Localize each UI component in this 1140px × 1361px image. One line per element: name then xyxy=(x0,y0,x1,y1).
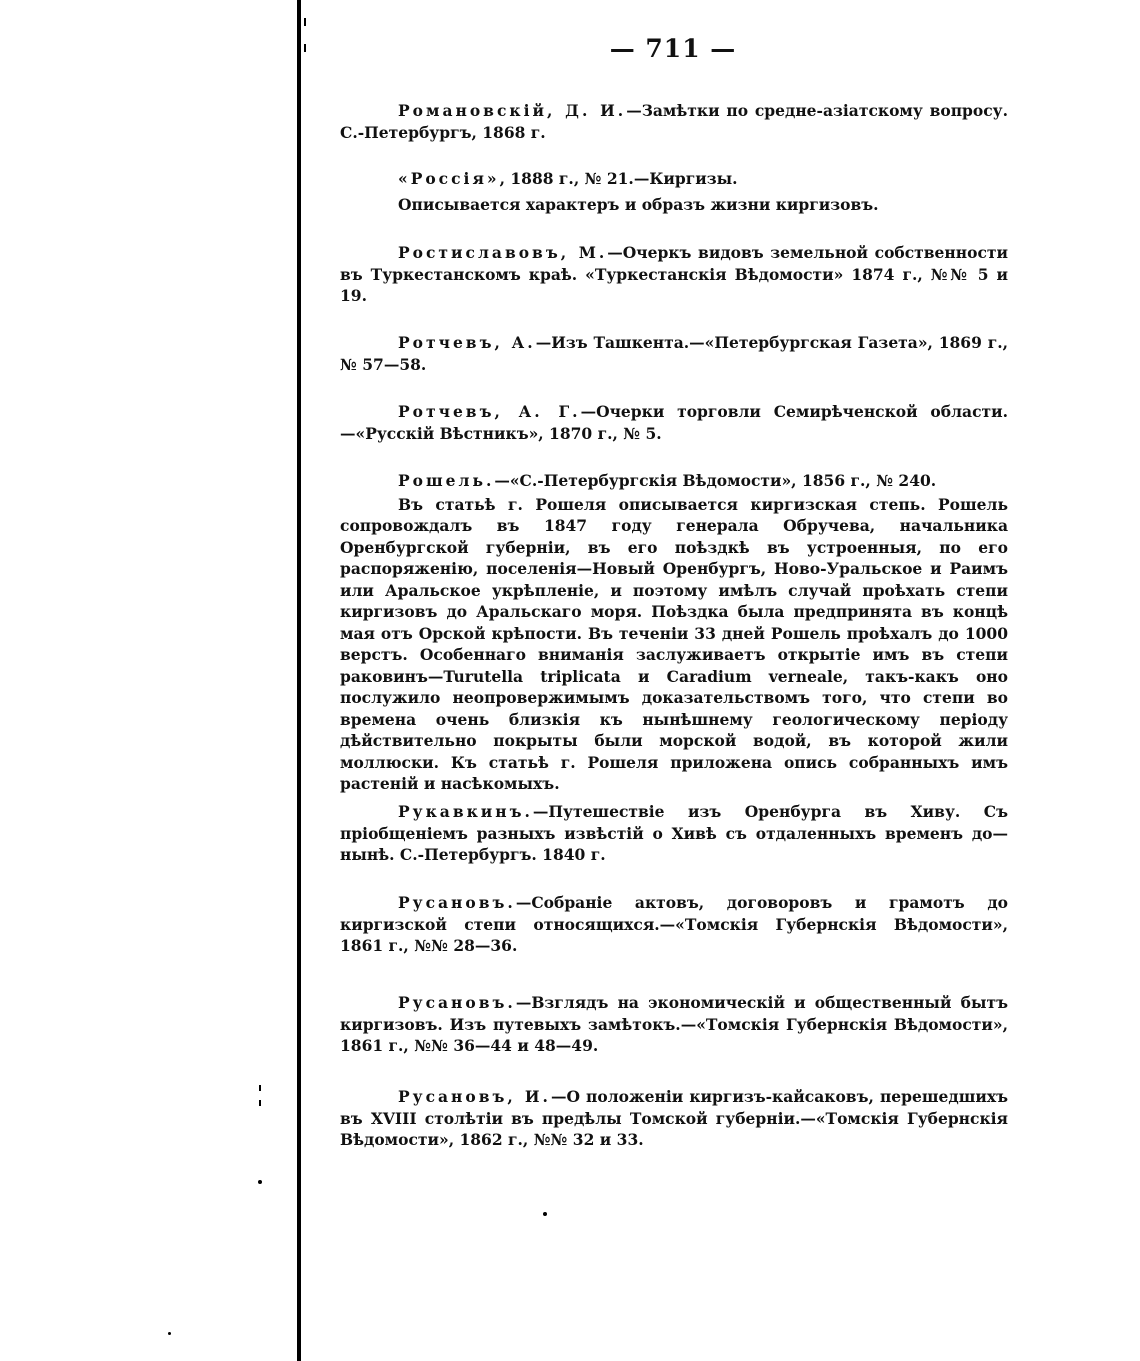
bibliography-entry xyxy=(340,168,1008,215)
margin-mark xyxy=(259,1100,261,1106)
speck xyxy=(543,1212,547,1216)
speck xyxy=(258,1180,262,1184)
entry-text: —Взглядъ на экономическій и общественный бытъ киргизовъ. Изъ путевыхъ замѣтокъ.—«Томскія Губернскія Вѣдомости», 1861 г., №№ 36—44 и 48—49. xyxy=(340,993,1008,1055)
bibliography-entry xyxy=(340,1086,1008,1151)
entry-citation xyxy=(340,470,1008,492)
margin-mark xyxy=(259,1085,261,1091)
entry-author: Русановъ, И. xyxy=(398,1087,551,1106)
entry-annotation: Въ статьѣ г. Рошеля описывается киргизская степь. Рошель сопровождалъ въ 1847 году генерала Обручева, начальника Оренбургской губерніи, въ его поѣздкѣ въ устроенныя, по его распоряженію, поселенія—Новый Оренбургъ, Ново-Уральское и Раимъ или Аральское укрѣпленіе, и поэтому имѣлъ случай проѣхать степи киргизовъ до Аральскаго моря. Поѣздка была предпринята въ концѣ мая отъ Орской крѣпости. Въ теченіи 33 дней Рошель проѣхалъ до 1000 верстъ. Особеннаго вниманія заслуживаетъ открытіе имъ въ степи раковинъ—Turutella triplicata и Caradium verneale, такъ-какъ оно послужило неопровержимымъ доказательствомъ того, что степи во времена очень близкія къ нынѣшнему геологическому періоду дѣйствительно покрыты были морской водой, въ которой жили моллюски. Къ статьѣ г. Рошеля приложена опись собранныхъ имъ растеній и насѣкомыхъ. xyxy=(340,494,1008,793)
entry-text: —Очерки торговли Семирѣченской области.—«Русскій Вѣстникъ», 1870 г., № 5. xyxy=(340,402,1009,443)
entry-text: —Замѣтки по средне-азіатскому вопросу. С.-Петербургъ, 1868 г. xyxy=(340,101,1008,142)
entry-author: Ротчевъ, А. Г. xyxy=(398,402,581,421)
entry-citation xyxy=(340,992,1008,1057)
entry-text: —Очеркъ видовъ земельной собственности въ Туркестанскомъ краѣ. «Туркестанскія Вѣдомости» 1874 г., №№ 5 и 19. xyxy=(340,243,1008,305)
entry-author: «Россія» xyxy=(398,169,500,188)
entry-text: —«С.-Петербургскія Вѣдомости», 1856 г., № 240. xyxy=(494,471,937,490)
entry-author: Русановъ. xyxy=(398,993,516,1012)
entry-citation xyxy=(340,242,1008,307)
entry-citation xyxy=(340,168,1008,190)
entry-author: Ротчевъ, А. xyxy=(398,333,536,352)
entry-annotation: Описывается характеръ и образъ жизни киргизовъ. xyxy=(398,194,879,214)
entry-author: Рукавкинъ. xyxy=(398,802,533,821)
entry-text: —Путешествіе изъ Оренбурга въ Хиву. Съ пріобщеніемъ разныхъ извѣстій о Хивѣ съ отдаленныхъ временъ до—нынѣ. С.-Петербургъ. 1840 г. xyxy=(340,802,1008,864)
entry-text: —Изъ Ташкента.—«Петербургская Газета», 1869 г., № 57—58. xyxy=(340,333,1008,374)
margin-mark xyxy=(304,18,306,26)
bibliography-entry xyxy=(340,401,1008,444)
bibliography-entry xyxy=(340,242,1008,307)
entry-author: Романовскій, Д. И. xyxy=(398,101,627,120)
entry-citation xyxy=(340,892,1008,957)
bibliography-entry xyxy=(340,992,1008,1057)
binding-margin-line xyxy=(297,0,301,1361)
entry-citation xyxy=(340,401,1008,444)
bibliography-entry xyxy=(340,100,1008,143)
entry-citation xyxy=(340,100,1008,143)
speck xyxy=(168,1332,171,1335)
entry-text: —О положеніи киргизъ-кайсаковъ, перешедшихъ въ XVIII столѣтіи въ предѣлы Томской губерніи.—«Томскія Губернскія Вѣдомости», 1862 г., №№ 32 и 33. xyxy=(340,1087,1008,1149)
bibliography-entry xyxy=(340,470,1008,795)
entry-text: —Собраніе актовъ, договоровъ и грамотъ до киргизской степи относящихся.—«Томскія Губернскія Вѣдомости», 1861 г., №№ 28—36. xyxy=(340,893,1008,955)
bibliography-entry xyxy=(340,332,1008,375)
entry-citation xyxy=(340,332,1008,375)
bibliography-entry xyxy=(340,892,1008,957)
page-number: — 711 — xyxy=(609,34,737,63)
bibliography-entry xyxy=(340,801,1008,866)
entry-citation xyxy=(340,801,1008,866)
entry-text: , 1888 г., № 21.—Киргизы. xyxy=(499,169,738,188)
entry-citation xyxy=(340,1086,1008,1151)
entry-author: Русановъ. xyxy=(398,893,516,912)
entry-author: Ростиславовъ, М. xyxy=(398,243,608,262)
entry-author: Рошель. xyxy=(398,471,495,490)
